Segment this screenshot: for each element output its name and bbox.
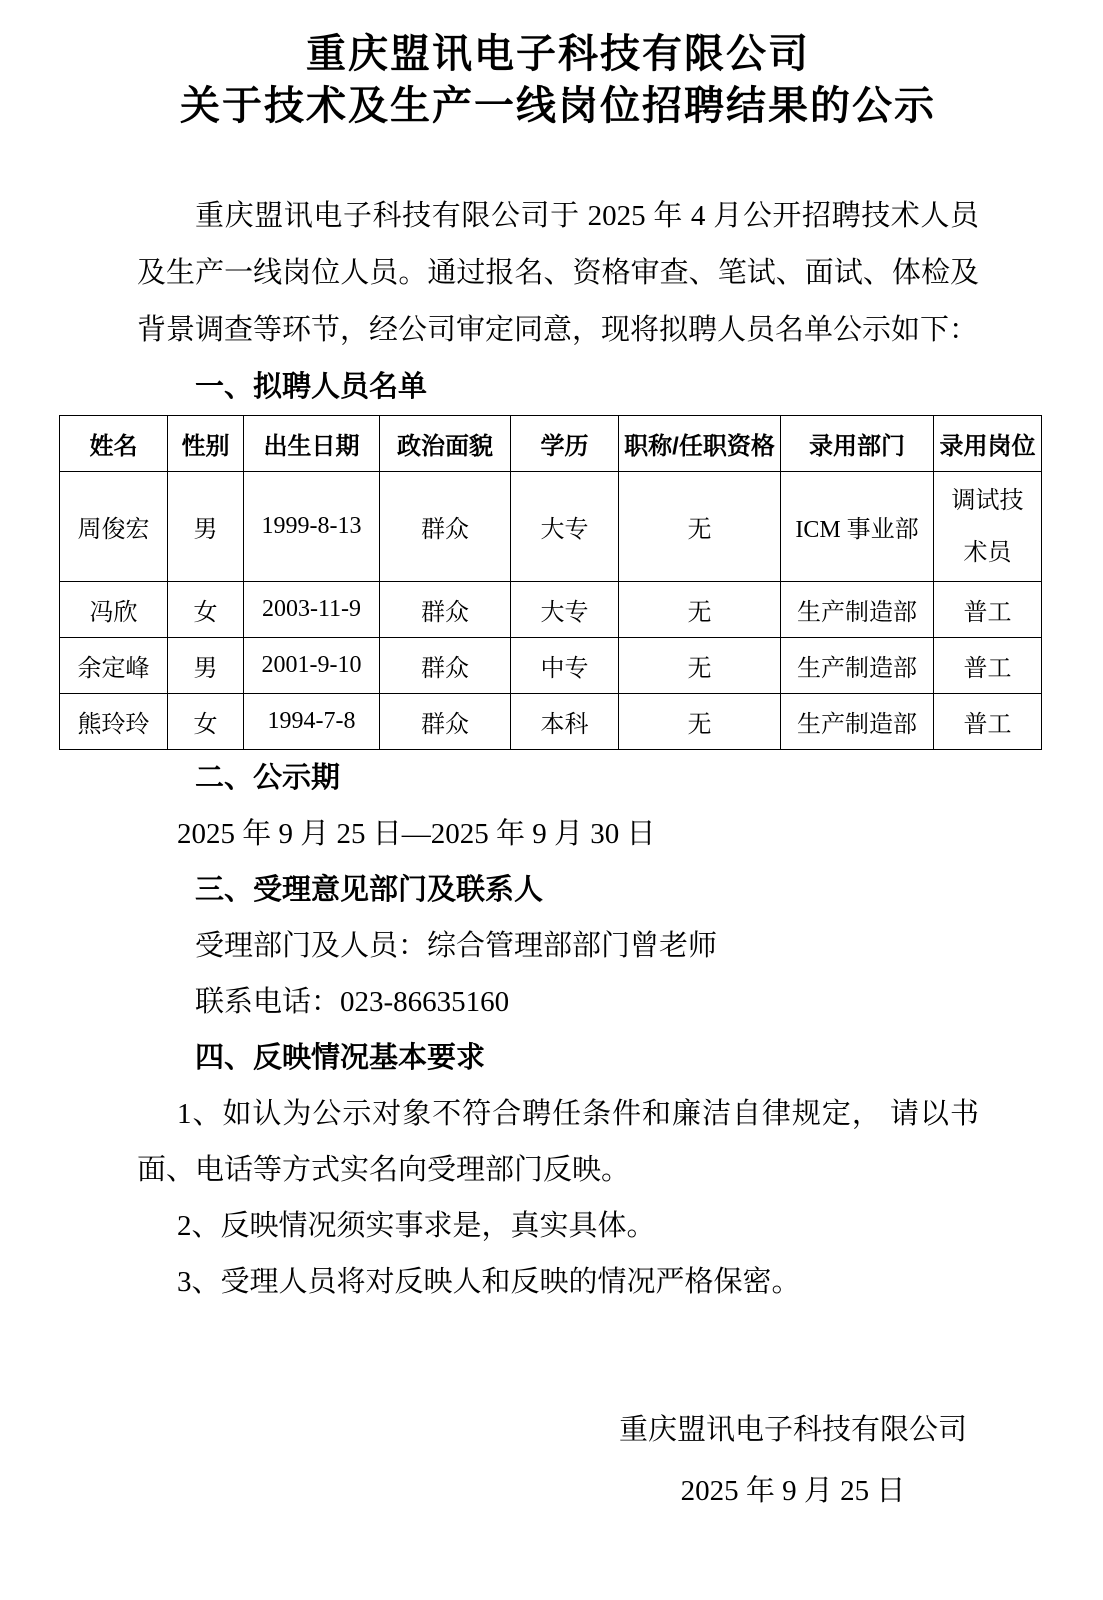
cell-education: 大专	[511, 582, 619, 638]
table-header-row	[60, 416, 1042, 472]
cell-qualification: 无	[619, 694, 781, 750]
section-1-heading: 一、拟聘人员名单	[195, 371, 428, 403]
col-header-gender: 性别	[168, 416, 244, 472]
cell-qualification: 无	[619, 472, 781, 582]
document-title	[137, 28, 979, 132]
title-line-1: 重庆盟讯电子科技有限公司	[306, 31, 810, 76]
requirement-item-1: 1、如认为公示对象不符合聘任条件和廉洁自律规定， 请以书面、电话等方式实名向受理部门反映。	[137, 1098, 979, 1186]
cell-position-text: 调试技术员	[951, 487, 1024, 566]
col-header-birthdate: 出生日期	[244, 416, 380, 472]
table-row	[60, 694, 1042, 750]
contact-department: 受理部门及人员：综合管理部部门曾老师	[195, 930, 718, 962]
cell-birthdate: 2003-11-9	[244, 582, 380, 638]
cell-name: 冯欣	[60, 582, 168, 638]
signature-company: 重庆盟讯电子科技有限公司	[618, 1414, 967, 1446]
cell-education: 本科	[511, 694, 619, 750]
cell-department: 生产制造部	[781, 638, 934, 694]
cell-position: 普工	[934, 694, 1042, 750]
section-2-heading: 二、公示期	[195, 762, 341, 794]
cell-qualification: 无	[619, 582, 781, 638]
cell-name: 余定峰	[60, 638, 168, 694]
signature-date: 2025 年 9 月 25 日	[680, 1475, 906, 1507]
requirement-item-3: 3、受理人员将对反映人和反映的情况严格保密。	[177, 1266, 801, 1298]
col-header-department: 录用部门	[781, 416, 934, 472]
cell-position	[934, 472, 1042, 582]
cell-gender: 女	[168, 582, 244, 638]
publicity-period: 2025 年 9 月 25 日—2025 年 9 月 30 日	[177, 818, 656, 850]
intro-paragraph: 重庆盟讯电子科技有限公司于 2025 年 4 月公开招聘技术人员及生产一线岗位人员。通过报名、资格审查、笔试、面试、体检及背景调查等环节，经公司审定同意，现将拟聘人员名单公示如下：	[137, 200, 979, 346]
cell-qualification: 无	[619, 638, 781, 694]
cell-name: 周俊宏	[60, 472, 168, 582]
cell-position: 普工	[934, 638, 1042, 694]
col-header-qualification: 职称/任职资格	[619, 416, 781, 472]
col-header-name: 姓名	[60, 416, 168, 472]
cell-gender: 男	[168, 638, 244, 694]
section-3-heading: 三、受理意见部门及联系人	[195, 874, 544, 906]
cell-education: 大专	[511, 472, 619, 582]
title-line-2: 关于技术及生产一线岗位招聘结果的公示	[180, 83, 936, 128]
signature-block	[137, 1402, 979, 1519]
cell-gender: 女	[168, 694, 244, 750]
col-header-education: 学历	[511, 416, 619, 472]
cell-birthdate: 1994-7-8	[244, 694, 380, 750]
cell-name: 熊玲玲	[60, 694, 168, 750]
table-row	[60, 638, 1042, 694]
cell-birthdate: 2001-9-10	[244, 638, 380, 694]
cell-position: 普工	[934, 582, 1042, 638]
table-row	[60, 582, 1042, 638]
cell-department: 生产制造部	[781, 582, 934, 638]
contact-phone: 联系电话：023-86635160	[195, 986, 510, 1018]
col-header-position: 录用岗位	[934, 416, 1042, 472]
cell-education: 中专	[511, 638, 619, 694]
cell-political-status: 群众	[380, 582, 511, 638]
cell-department: 生产制造部	[781, 694, 934, 750]
cell-department: ICM 事业部	[781, 472, 934, 582]
signature-inner	[619, 1402, 967, 1519]
cell-political-status: 群众	[380, 694, 511, 750]
cell-political-status: 群众	[380, 638, 511, 694]
col-header-political-status: 政治面貌	[380, 416, 511, 472]
cell-political-status: 群众	[380, 472, 511, 582]
requirement-item-2: 2、反映情况须实事求是，真实具体。	[177, 1210, 656, 1242]
cell-gender: 男	[168, 472, 244, 582]
cell-birthdate: 1999-8-13	[244, 472, 380, 582]
candidate-table	[59, 415, 1042, 750]
table-row	[60, 472, 1042, 582]
section-4-heading: 四、反映情况基本要求	[195, 1042, 486, 1074]
